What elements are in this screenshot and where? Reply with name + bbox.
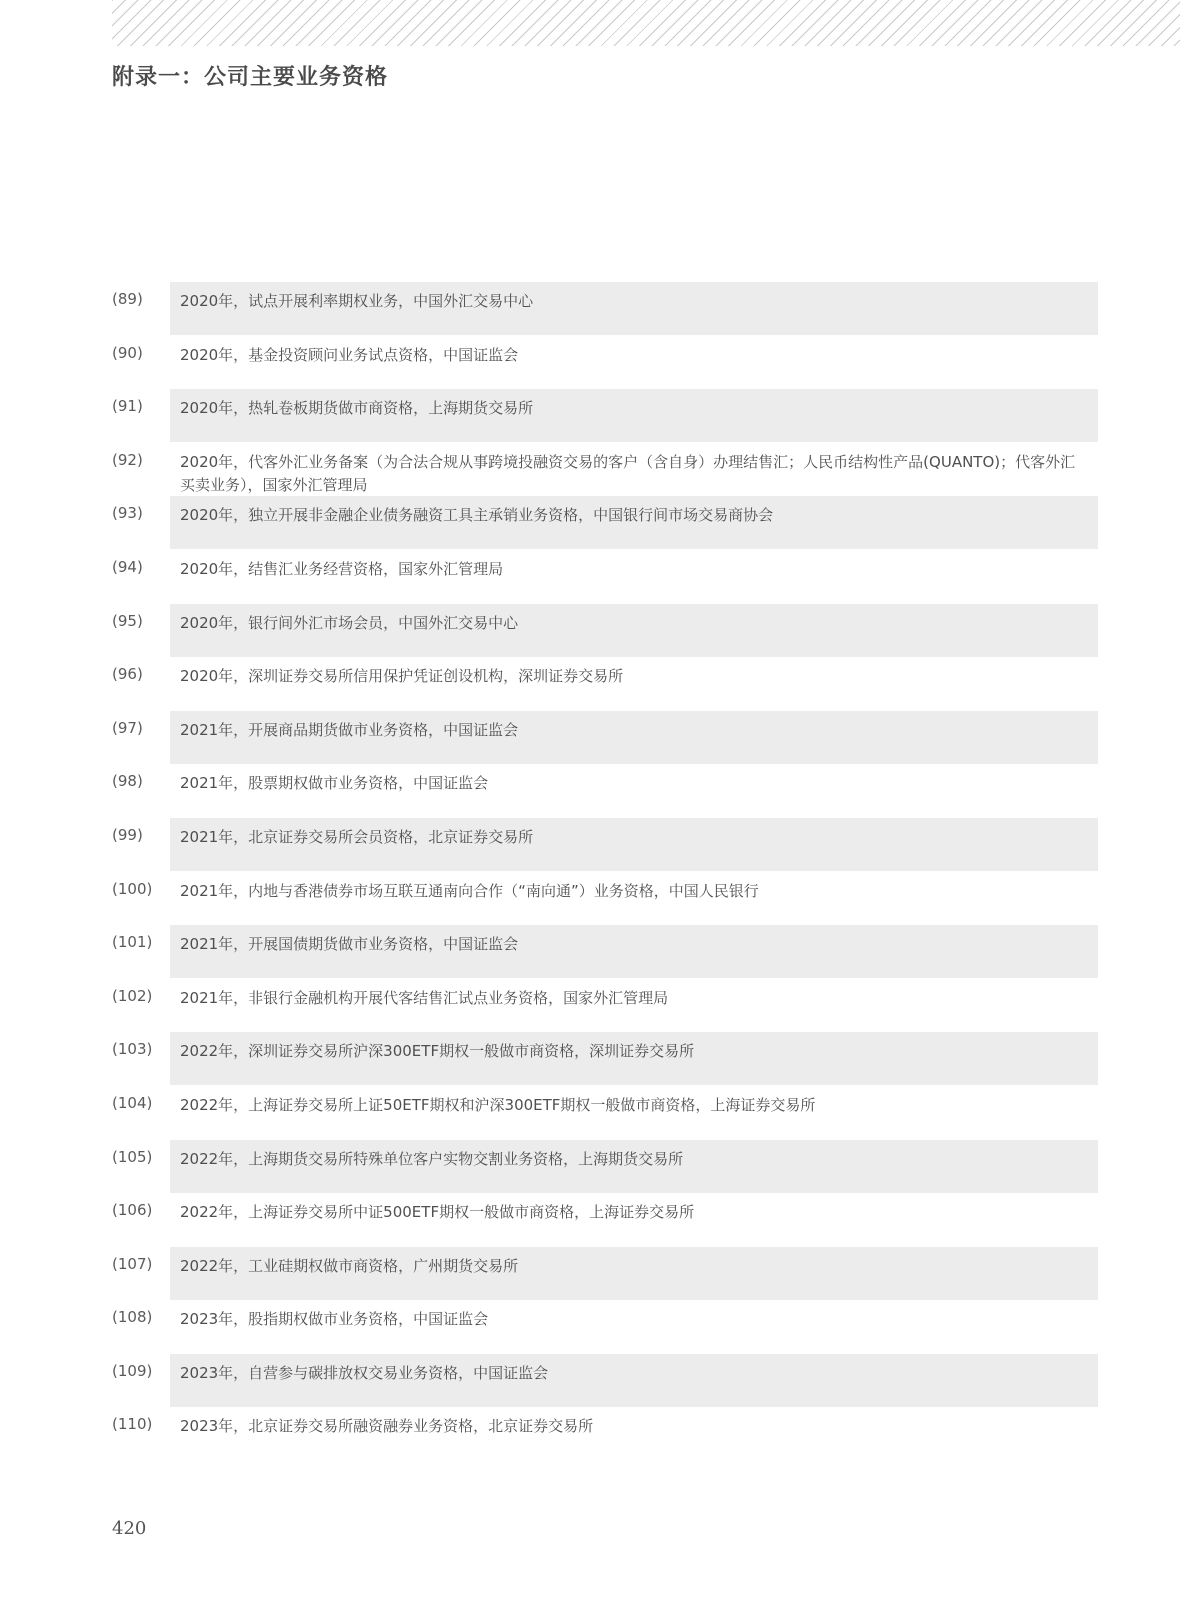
item-text: 2022年，深圳证券交易所沪深300ETF期权一般做市商资格，深圳证券交易所 [170,1032,1098,1085]
item-text: 2021年，股票期权做市业务资格，中国证监会 [180,774,489,793]
item-text: 2021年，内地与香港债券市场互联互通南向合作（“南向通”）业务资格，中国人民银行 [180,881,759,900]
list-item [0,389,1190,443]
page-title: 附录一：公司主要业务资格 [112,64,389,90]
item-text: 2022年，上海证券交易所上证50ETF期权和沪深300ETF期权一般做市商资格，上海证券交易所 [180,1095,816,1114]
item-text: 2020年，热轧卷板期货做市商资格，上海期货交易所 [170,389,1098,442]
list-item [0,979,1190,1033]
list-item [0,496,1190,550]
item-number: (97) [112,718,143,737]
list-item [0,818,1190,872]
item-number: (96) [112,665,143,684]
item-number: (91) [112,397,143,416]
item-text: 2023年，自营参与碳排放权交易业务资格，中国证监会 [170,1354,1098,1407]
item-text: 2021年，北京证券交易所会员资格，北京证券交易所 [170,818,1098,871]
list-item [0,872,1190,926]
item-text: 2023年，北京证券交易所融资融券业务资格，北京证券交易所 [180,1417,594,1436]
item-number: (108) [112,1308,153,1327]
qualification-list [0,282,1190,1461]
item-text: 2023年，股指期权做市业务资格，中国证监会 [180,1310,489,1329]
list-item [0,336,1190,390]
item-number: (95) [112,611,143,630]
item-text: 2021年，非银行金融机构开展代客结售汇试点业务资格，国家外汇管理局 [180,988,669,1007]
list-item [0,1247,1190,1301]
list-item [0,1300,1190,1354]
list-item [0,550,1190,604]
item-number: (101) [112,933,153,952]
item-number: (103) [112,1040,153,1059]
item-number: (106) [112,1201,153,1220]
item-number: (110) [112,1415,153,1434]
list-item [0,1140,1190,1194]
list-item [0,282,1190,336]
item-text: 2020年，基金投资顾问业务试点资格，中国证监会 [180,345,519,364]
item-text: 2020年，独立开展非金融企业债务融资工具主承销业务资格，中国银行间市场交易商协会 [170,496,1098,549]
page-number: 420 [112,1518,147,1539]
item-text: 2022年，上海证券交易所中证500ETF期权一般做市商资格，上海证券交易所 [180,1203,695,1222]
item-text: 2020年，深圳证券交易所信用保护凭证创设机构，深圳证券交易所 [180,667,624,686]
item-text: 2021年，开展商品期货做市业务资格，中国证监会 [170,711,1098,764]
item-number: (94) [112,557,143,576]
item-text: 2022年，工业硅期权做市商资格，广州期货交易所 [170,1247,1098,1300]
list-item [0,657,1190,711]
item-text: 2020年，银行间外汇市场会员，中国外汇交易中心 [170,604,1098,657]
item-text: 2020年，试点开展利率期权业务，中国外汇交易中心 [170,282,1098,335]
list-item [0,925,1190,979]
item-number: (89) [112,290,143,308]
item-number: (105) [112,1147,153,1166]
item-number: (109) [112,1361,153,1380]
item-number: (92) [112,450,143,469]
item-number: (93) [112,504,143,523]
item-number: (107) [112,1254,153,1273]
list-item [0,711,1190,765]
list-item [0,764,1190,818]
list-item [0,1407,1190,1461]
item-number: (90) [112,343,143,362]
list-item [0,1193,1190,1247]
list-item [0,443,1190,497]
list-item [0,1032,1190,1086]
list-item [0,1354,1190,1408]
item-number: (98) [112,772,143,791]
item-text: 2022年，上海期货交易所特殊单位客户实物交割业务资格，上海期货交易所 [170,1140,1098,1193]
item-number: (104) [112,1093,153,1112]
item-number: (100) [112,879,153,898]
item-number: (102) [112,986,153,1005]
item-text: 2020年，代客外汇业务备案（为合法合规从事跨境投融资交易的客户（含自身）办理结售汇；人民币结构性产品(QUANTO)；代客外汇买卖业务），国家外汇管理局 [180,452,1076,494]
list-item [0,604,1190,658]
header-hatch-band [112,0,1180,46]
list-item [0,1086,1190,1140]
item-number: (99) [112,825,143,844]
item-text: 2021年，开展国债期货做市业务资格，中国证监会 [170,925,1098,978]
item-text: 2020年，结售汇业务经营资格，国家外汇管理局 [180,559,504,578]
